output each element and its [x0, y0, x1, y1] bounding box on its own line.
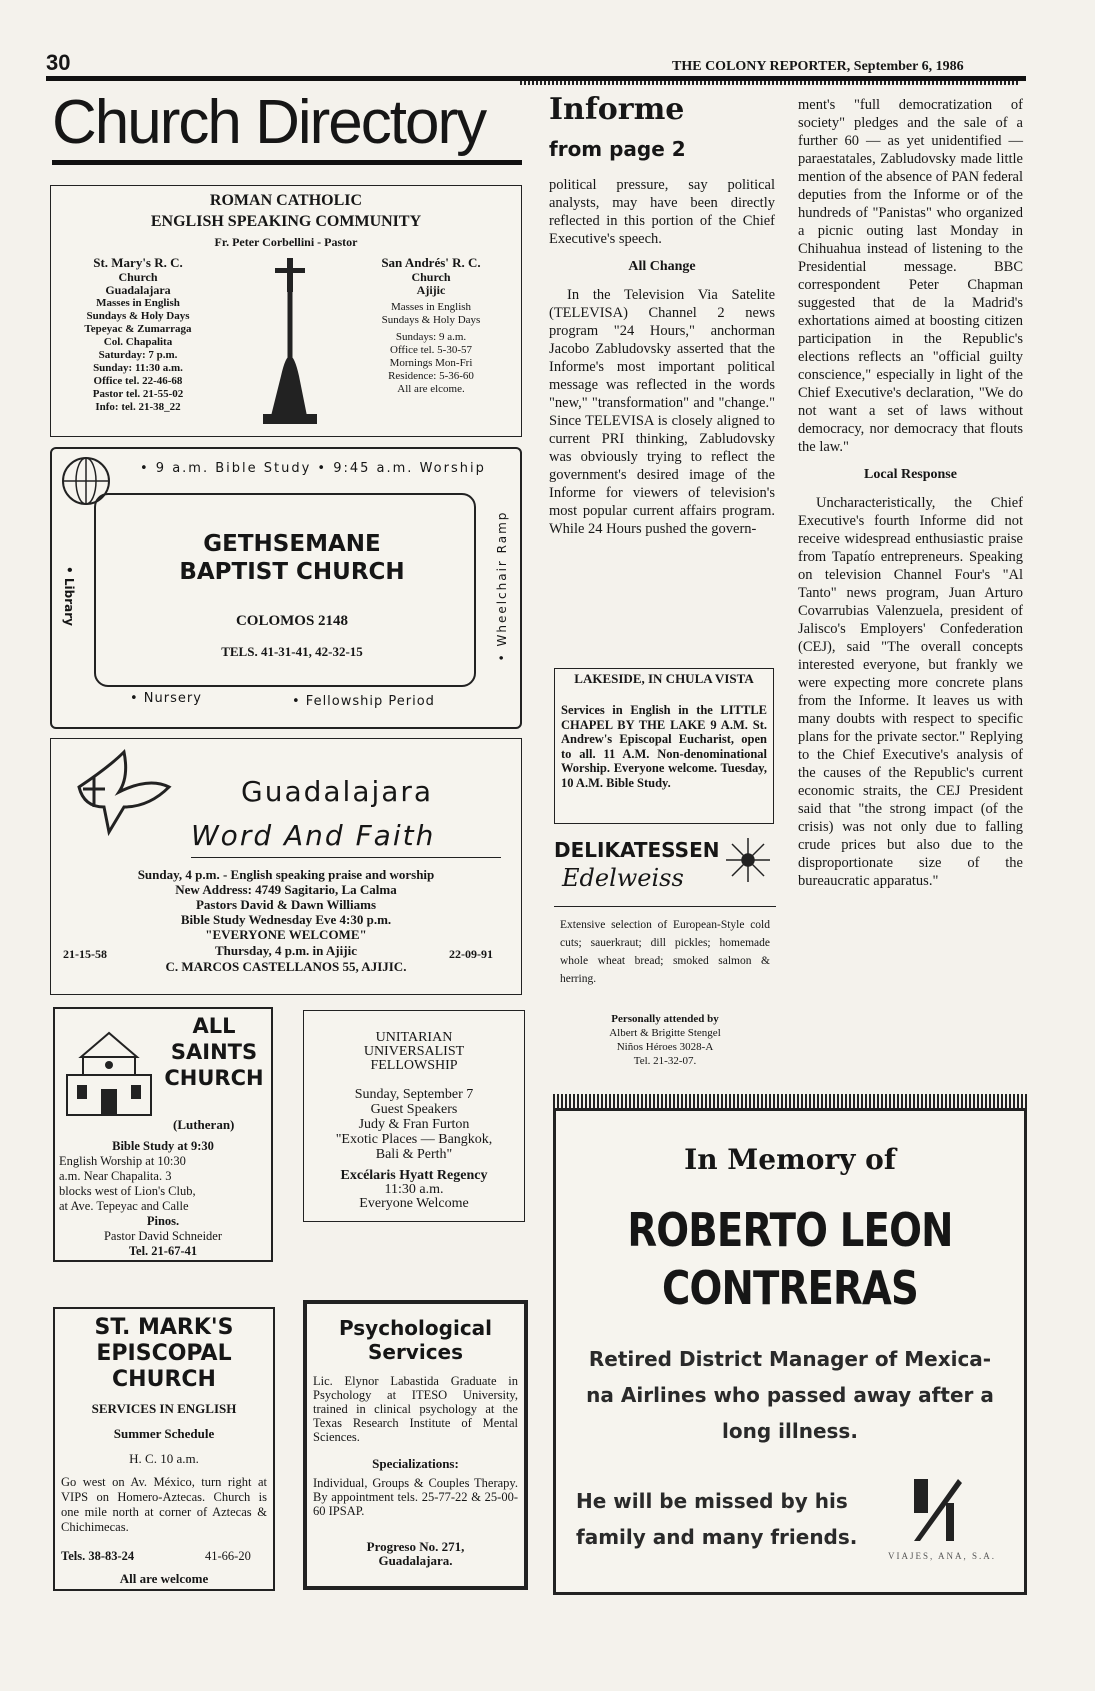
rc-title: ROMAN CATHOLIC: [209, 192, 363, 209]
word-faith-phone-right: 22-09-91: [449, 947, 493, 961]
informe-col-2: ment's "full democratization of society" pledges and the sale of a further 60 — as yet unidentified — paraestatales, Zabludovsky made little mention of the absence of PAN federal deputies from the Informe or of the hundreds of "Panistas" who organized a picnic outing last Monday in Chihuahua instead of listening to the Presidential message. BBC correspondent Peter Chapman suggested that de la Madrid's exhortations aimed at boosting citizen participation in the Republic's elections reflects an "official guilty conscience," especially in light of the Chief Executive's declaration, "We do not want a set of laws without democracy, nor democracy that flouts the law." Local Response Uncharacteristically, the Chief Executive's fourth Informe did not receive widespread enthusiastic praise from Tapatío entrepreneurs. Speaking on television Channel Four's "Al Tanto" news program, Juan Arturo Covarrubias Valenzuela, president of Jalisco's Employers' Confederation (CEJ), said "The overall concepts interested everyone, but frankly we were expecting more concrete plans from the Informe. It leaves us with many doubts with respect to specific plans for the private sector." Replying to the Chief Executive's analysis of the causes of the Republic's current economic straits, the CEJ President said that "the strong impact (of the crisis) was not only due to falling crude prices but also due to the disproportionate size of the bureaucratic apparatus.": [798, 97, 1023, 889]
memory-description: Retired District Manager of Mexica- na Airlines who passed away after a long illness.: [586, 1347, 994, 1443]
directory-title: Church Directory: [52, 88, 486, 157]
st-marks-ad: [53, 1307, 275, 1591]
memory-hatch: [553, 1094, 1027, 1108]
memory-ad: [553, 1108, 1027, 1595]
deli-body: Extensive selection of European-Style cold cuts; sauerkraut; dill pickles; homemade whole wheat bread; smoked salmon & herring.: [560, 919, 770, 985]
all-saints-denomination: (Lutheran): [173, 1117, 235, 1132]
all-saints-lines: Bible Study at 9:30 English Worship at 10:30 a.m. Near Chapalita. 3 blocks west of Lion's Club, at Ave. Tepeyac and Calle Pinos. Pastor David Schneider Tel. 21-67-41: [59, 1139, 267, 1259]
deli-footer: Personally attended by Albert & Brigitte Stengel Niños Héroes 3028-A Tel. 21-32-07.: [609, 1013, 721, 1067]
memory-name-2: CONTRERAS: [662, 1261, 918, 1315]
all-saints-tel: Tel. 21-67-41: [128, 1244, 198, 1258]
psych-bio: Lic. Elynor Labastida Graduate in Psychology at ITESO University, trained in clinical psychology at the Texas Research Institute of Mental Sciences.: [313, 1374, 518, 1444]
lakeside-ad: [554, 668, 774, 824]
deli-title: DELIKATESSEN: [554, 838, 720, 862]
church-building-icon: [61, 1027, 157, 1119]
informe-headline: Informe: [549, 92, 685, 127]
psych-spec: Individual, Groups & Couples Therapy. By appointment tels. 25-77-22 & 25-00-60 IPSAP.: [313, 1476, 518, 1518]
deli-rule: [554, 906, 776, 907]
st-marks-welcome: All are welcome: [119, 1571, 209, 1586]
st-marks-tels-2: 41-66-20: [205, 1549, 251, 1563]
roman-catholic-ad: [50, 185, 522, 437]
word-faith-rule: [191, 857, 501, 858]
gethsemane-name: GETHSEMANE: [203, 531, 381, 557]
word-faith-name-2: Word And Faith: [191, 819, 436, 852]
gethsemane-address: COLOMOS 2148: [235, 613, 349, 629]
gethsemane-tels: TELS. 41-31-41, 42-32-15: [221, 644, 363, 659]
rc-left-list: St. Mary's R. C. Church Guadalajara Masses in English Sundays & Holy Days Tepeyac & Zumarraga Col. Chapalita Saturday: 7 p.m. Sunday: 11:30 a.m. Office tel. 22-46-68 Pastor tel. 21-55-02 Info: tel. 21-38_22: [84, 255, 192, 413]
crucifix-bell-icon: [241, 256, 341, 431]
word-faith-phone-left: 21-15-58: [63, 947, 107, 961]
edelweiss-flower-icon: [722, 834, 774, 886]
unitarian-name: UNITARIAN UNIVERSALIST FELLOWSHIP: [363, 1030, 465, 1073]
informe-col-1: political pressure, say political analysts, may have been directly reflected in this portion of the Chief Executive's speech. All Change In the Television Via Satelite (TELEVISA) Channel 2 news program "24 Hours," anchorman Jacobo Zabludovsky asserted that the Informe's most important political message was reflected in the words "new," "transformation" and "change." Since TELEVISA is closely aligned to current PRI thinking, Zabludovsky was obviously trying to reflect the government's desired image of the Informe for viewers of television's most popular current affairs program. While 24 Hours pushed the govern-: [549, 177, 775, 537]
word-faith-address: C. MARCOS CASTELLANOS 55, AJIJIC.: [165, 959, 407, 974]
st-marks-services: SERVICES IN ENGLISH: [91, 1401, 237, 1416]
all-saints-pastor: Pastor David Schneider: [103, 1229, 223, 1243]
psychological-ad: [303, 1300, 528, 1590]
lakeside-title: LAKESIDE, IN CHULA VISTA: [574, 671, 754, 686]
fellowship-label: • Fellowship Period: [292, 694, 435, 709]
rc-right-list: San Andrés' R. C. Church Ajijic Masses in English Sundays & Holy Days Sundays: 9 a.m. Office tel. 5-30-57 Mornings Mon-Fri Residence: 5-36-60 All are elcome.: [381, 255, 481, 395]
st-marks-directions: Go west on Av. México, turn right at VIPS on Homero-Aztecas. Church is one mile north at corner of Aztecas & Chichimecas.: [61, 1475, 267, 1534]
all-saints-name: ALL SAINTS CHURCH: [164, 1014, 264, 1090]
st-marks-time: H. C. 10 a.m.: [129, 1451, 199, 1466]
informe-subheadline: from page 2: [549, 137, 686, 161]
rc-title-2: ENGLISH SPEAKING COMMUNITY: [150, 213, 422, 230]
st-marks-name: ST. MARK'S EPISCOPAL CHURCH: [94, 1315, 234, 1392]
memory-name: ROBERTO LEON: [627, 1203, 953, 1257]
header-hatch: [520, 81, 1020, 85]
gethsemane-schedule: • 9 a.m. Bible Study • 9:45 a.m. Worship: [140, 461, 486, 476]
page-number: 30: [46, 50, 71, 75]
psych-address: Progreso No. 271, Guadalajara.: [366, 1539, 465, 1568]
wheelchair-label: • Wheelchair Ramp: [495, 510, 509, 662]
dove-icon: [69, 747, 179, 837]
viajes-ana-logo-icon: [908, 1473, 968, 1547]
library-label: • Library: [62, 566, 76, 626]
unitarian-venue: Excélaris Hyatt Regency 11:30 a.m. Everyone Welcome: [340, 1168, 488, 1211]
psych-spec-title: Specializations:: [372, 1456, 459, 1471]
word-faith-ad: [50, 738, 522, 995]
unitarian-ad: [303, 1010, 525, 1222]
title-rule: [52, 160, 522, 165]
word-faith-lines: Sunday, 4 p.m. - English speaking praise and worship New Address: 4749 Sagitario, La Calma Pastors David & Dawn Williams Bible Study Wednesday Eve 4:30 p.m. "EVERYONE WELCOME": [137, 867, 435, 942]
memory-title: In Memory of: [684, 1143, 896, 1176]
word-faith-name: Guadalajara: [241, 775, 434, 808]
word-faith-thursday: Thursday, 4 p.m. in Ajijic: [215, 943, 357, 958]
memory-closing: He will be missed by his family and many friends.: [576, 1489, 858, 1549]
local-response-subhead: Local Response: [864, 467, 957, 482]
psych-title: Psychological Services: [338, 1316, 493, 1364]
lakeside-body: Services in English in the LITTLE CHAPEL BY THE LAKE 9 A.M. St. Andrew's Episcopal Eucharist, open to all. 11 A.M. Non-denominational Worship. Everyone welcome. Tuesday, 10 A.M. Bible Study.: [561, 703, 767, 790]
rc-pastor: Fr. Peter Corbellini - Pastor: [214, 235, 358, 249]
deli-ad: [554, 832, 776, 1082]
unitarian-lines: Sunday, September 7 Guest Speakers Judy & Fran Furton "Exotic Places — Bangkok, Bali & Perth": [335, 1087, 493, 1162]
st-marks-schedule: Summer Schedule: [113, 1426, 215, 1441]
st-marks-tels: Tels. 38-83-24: [61, 1549, 135, 1563]
gethsemane-ad: [50, 447, 522, 729]
all-change-subhead: All Change: [628, 259, 696, 274]
deli-script: Edelweiss: [562, 864, 684, 892]
masthead: THE COLONY REPORTER, September 6, 1986: [672, 59, 964, 74]
nursery-label: • Nursery: [130, 691, 202, 706]
viajes-ana-logo-text: VIAJES, ANA, S.A.: [888, 1551, 997, 1561]
all-saints-ad: [53, 1007, 273, 1262]
gethsemane-name-2: BAPTIST CHURCH: [179, 559, 405, 585]
